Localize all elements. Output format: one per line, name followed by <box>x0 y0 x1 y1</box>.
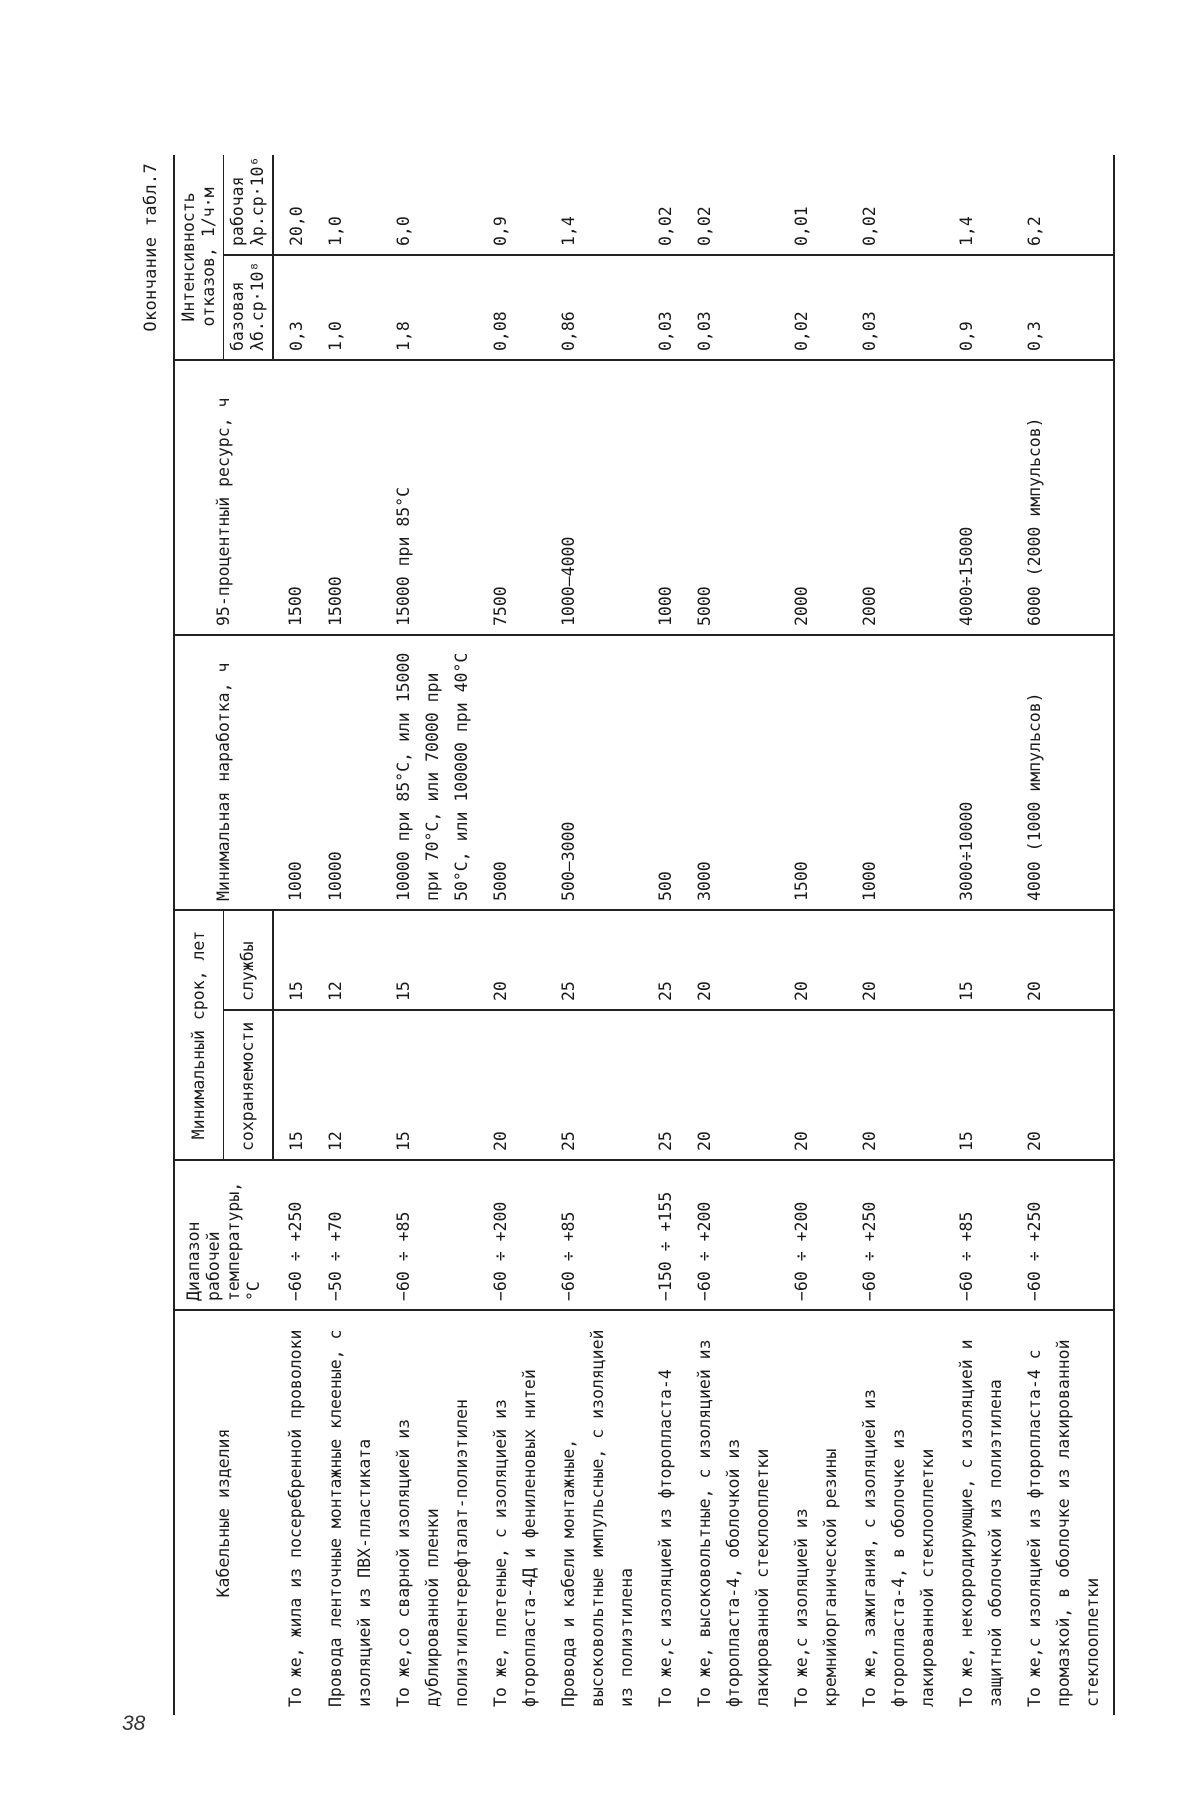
row-service: 12 <box>313 910 381 1010</box>
row-runtime: 10000 <box>313 635 381 910</box>
row-temp: −60 ÷ +85 <box>546 1160 643 1310</box>
row-runtime: 500 <box>643 635 682 910</box>
row-runtime: 5000 <box>478 635 546 910</box>
row-storage: 20 <box>779 1010 847 1160</box>
row-base: 0,3 <box>273 255 313 360</box>
row-name: Провода и кабели монтажные, высоковольтные импульсные, с изоляцией из полиэтилена <box>559 1329 636 1707</box>
row-service: 20 <box>1012 910 1114 1010</box>
row-work: 0,9 <box>478 155 546 255</box>
row-work: 0,01 <box>779 155 847 255</box>
row-storage: 25 <box>546 1010 643 1160</box>
row-name: Провода ленточные монтажные клееные, с изоляцией из ПВХ-пластиката <box>326 1329 374 1707</box>
row-service: 20 <box>478 910 546 1010</box>
table-row <box>273 155 313 1715</box>
row-name: То же, жила из посеребренной проволоки <box>286 1329 305 1707</box>
row-storage: 20 <box>847 1010 944 1160</box>
row-base: 0,02 <box>779 255 847 360</box>
header-min-term: Минимальный срок, лет <box>174 910 224 1160</box>
row-name: То же, плетеные, с изоляцией из фторопласта-4Д и фениленовых нитей <box>491 1369 539 1707</box>
table-body <box>273 155 1114 1715</box>
row-base: 1,8 <box>381 255 478 360</box>
table-row <box>847 155 944 1715</box>
row-service: 20 <box>682 910 779 1010</box>
row-service: 25 <box>546 910 643 1010</box>
row-temp: −60 ÷ +85 <box>381 1160 478 1310</box>
row-temp: −150 ÷ +155 <box>643 1160 682 1310</box>
row-resource: 1000–4000 <box>546 360 643 635</box>
row-name: То же, высоковольтные, с изоляцией из фторопласта-4, оболочкой из лакированной стеклооплетки <box>695 1339 772 1707</box>
table-caption: Окончание табл.7 <box>141 163 161 332</box>
row-resource: 2000 <box>779 360 847 635</box>
row-service: 20 <box>779 910 847 1010</box>
row-runtime: 1000 <box>847 635 944 910</box>
row-runtime: 1000 <box>273 635 313 910</box>
header-temp: Диапазон рабочей температуры, °С <box>174 1160 273 1310</box>
row-base: 1,0 <box>313 255 381 360</box>
row-temp: −60 ÷ +200 <box>779 1160 847 1310</box>
table-row <box>313 155 381 1715</box>
row-runtime: 500–3000 <box>546 635 643 910</box>
header-intensity: Интенсивность отказов, 1/ч·м <box>174 155 224 360</box>
row-resource: 1500 <box>273 360 313 635</box>
header-service: службы <box>224 910 274 1010</box>
row-temp: −60 ÷ +250 <box>273 1160 313 1310</box>
table-row <box>1012 155 1114 1715</box>
row-resource: 4000÷15000 <box>944 360 1012 635</box>
row-storage: 25 <box>643 1010 682 1160</box>
table-row <box>944 155 1012 1715</box>
header-name: Кабельные изделия <box>174 1310 273 1715</box>
row-storage: 20 <box>1012 1010 1114 1160</box>
row-temp: −60 ÷ +250 <box>1012 1160 1114 1310</box>
row-work: 1,4 <box>546 155 643 255</box>
row-service: 15 <box>944 910 1012 1010</box>
row-storage: 15 <box>273 1010 313 1160</box>
header-min-runtime: Минимальная наработка, ч <box>174 635 273 910</box>
header-work-label: рабочая <box>228 176 247 246</box>
row-base: 0,9 <box>944 255 1012 360</box>
row-resource: 1000 <box>643 360 682 635</box>
row-runtime: 4000 (1000 импульсов) <box>1012 635 1114 910</box>
row-runtime: 1500 <box>779 635 847 910</box>
row-service: 25 <box>643 910 682 1010</box>
table-row <box>779 155 847 1715</box>
row-storage: 12 <box>313 1010 381 1160</box>
row-name: То же,со сварной изоляцией из дублированной пленки полиэтилентерефталат-полиэтилен <box>394 1399 471 1707</box>
row-work: 1,4 <box>944 155 1012 255</box>
row-work: 20,0 <box>273 155 313 255</box>
row-temp: −60 ÷ +85 <box>944 1160 1012 1310</box>
row-service: 15 <box>381 910 478 1010</box>
row-storage: 20 <box>682 1010 779 1160</box>
row-resource: 15000 <box>313 360 381 635</box>
row-storage: 20 <box>478 1010 546 1160</box>
row-name: То же,с изоляцией из фторопласта-4 <box>656 1369 675 1707</box>
table-row <box>478 155 546 1715</box>
row-name: То же,с изоляцией из фторопласта-4 с промазкой, в оболочке из лакированной стеклооплетки <box>1012 1310 1114 1715</box>
row-base: 0,03 <box>643 255 682 360</box>
header-base-label: базовая <box>228 281 247 351</box>
table-row <box>682 155 779 1715</box>
cable-reliability-table <box>173 155 1115 1715</box>
row-work: 0,02 <box>847 155 944 255</box>
row-resource: 7500 <box>478 360 546 635</box>
row-storage: 15 <box>381 1010 478 1160</box>
row-work: 0,02 <box>682 155 779 255</box>
row-resource: 6000 (2000 импульсов) <box>1012 360 1114 635</box>
row-base: 0,08 <box>478 255 546 360</box>
table-row <box>643 155 682 1715</box>
row-work: 0,02 <box>643 155 682 255</box>
row-base: 0,03 <box>682 255 779 360</box>
header-resource: 95-процентный ресурс, ч <box>174 360 273 635</box>
table-row <box>546 155 643 1715</box>
header-work-symbol: λр.ср·10⁶ <box>248 156 267 246</box>
row-work: 1,0 <box>313 155 381 255</box>
row-service: 15 <box>273 910 313 1010</box>
row-name: То же, зажигания, с изоляцией из фторопласта-4, в оболочке из лакированной стеклооплетки <box>860 1389 937 1707</box>
rotated-table-wrapper <box>141 135 1102 1715</box>
row-work: 6,0 <box>381 155 478 255</box>
header-base-symbol: λб.ср·10⁸ <box>248 261 267 351</box>
row-temp: −60 ÷ +200 <box>478 1160 546 1310</box>
row-work: 6,2 <box>1012 155 1114 255</box>
row-resource: 5000 <box>682 360 779 635</box>
row-name: То же, некорродирующие, с изоляцией и защитной оболочкой из полиэтилена <box>957 1339 1005 1707</box>
row-base: 0,3 <box>1012 255 1114 360</box>
row-resource: 2000 <box>847 360 944 635</box>
row-temp: −50 ÷ +70 <box>313 1160 381 1310</box>
row-service: 20 <box>847 910 944 1010</box>
row-runtime: 10000 при 85°С, или 15000 при 70°С, или 70000 при 50°С, или 100000 при 40°С <box>381 635 478 910</box>
row-base: 0,86 <box>546 255 643 360</box>
row-temp: −60 ÷ +200 <box>682 1160 779 1310</box>
header-base <box>224 255 274 360</box>
table-row <box>381 155 478 1715</box>
row-base: 0,03 <box>847 255 944 360</box>
row-resource: 15000 при 85°С <box>381 360 478 635</box>
header-work <box>224 155 274 255</box>
page-number: 38 <box>122 1712 146 1735</box>
row-temp: −60 ÷ +250 <box>847 1160 944 1310</box>
row-runtime: 3000 <box>682 635 779 910</box>
row-storage: 15 <box>944 1010 1012 1160</box>
row-name: То же,с изоляцией из кремнийорганической резины <box>792 1448 840 1707</box>
row-runtime: 3000÷10000 <box>944 635 1012 910</box>
header-storage: сохраняемости <box>224 1010 274 1160</box>
